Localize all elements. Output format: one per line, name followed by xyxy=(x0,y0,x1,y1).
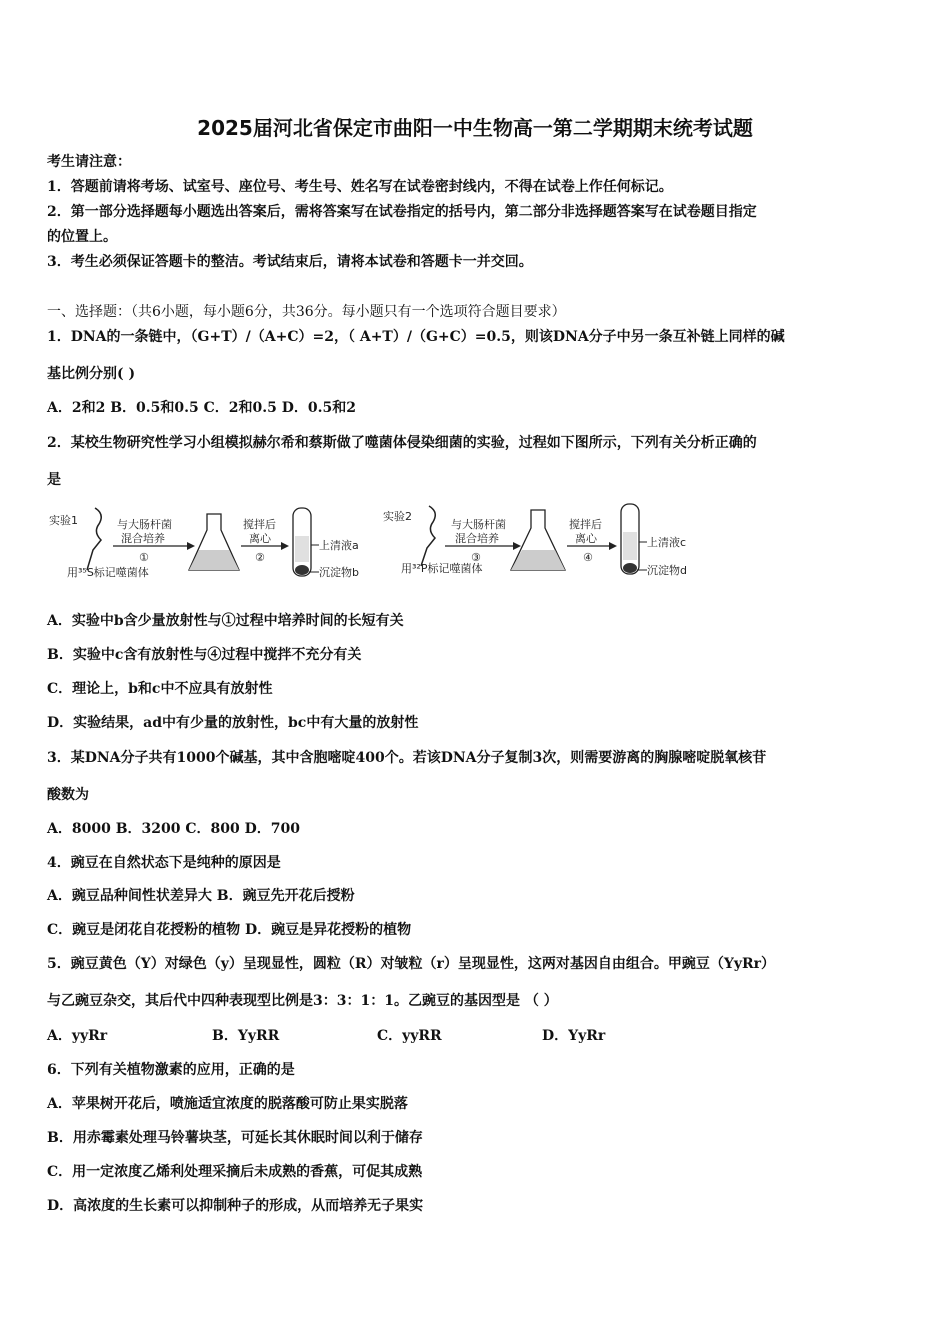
exp2-label: 实验2 xyxy=(383,510,412,523)
q6-option-c: C．用一定浓度乙烯利处理采摘后未成熟的香蕉，可促其成熟 xyxy=(47,1164,423,1180)
exp1-tube-supernatant xyxy=(295,536,309,562)
exp2-step1b: 混合培养 xyxy=(455,532,499,545)
notice-heading: 考生请注意： xyxy=(47,154,131,170)
q6-option-a: A．苹果树开花后，喷施适宜浓度的脱落酸可防止果实脱落 xyxy=(47,1096,408,1112)
exp2-arrowhead2 xyxy=(609,542,617,550)
q3-stem-line1: 3．某DNA分子共有1000个碱基，其中含胞嘧啶400个。若该DNA分子复制3次，则需要游离的胸腺嘧啶脱氧核苷 xyxy=(47,750,767,766)
exp2-num2: ④ xyxy=(583,551,593,564)
q2-stem-line1: 2．某校生物研究性学习小组模拟赫尔希和蔡斯做了噬菌体侵染细菌的实验，过程如下图所示，下列有关分析正确的 xyxy=(47,435,757,451)
q4-stem: 4．豌豆在自然状态下是纯种的原因是 xyxy=(47,855,281,871)
exp2-phage-label: 用³²P标记噬菌体 xyxy=(401,562,483,575)
exp1-arrowhead1 xyxy=(187,542,195,550)
q5-stem-line2: 与乙豌豆杂交，其后代中四种表现型比例是3：3：1：1。乙豌豆的基因型是 （ ） xyxy=(47,993,558,1009)
exp1-arrowhead2 xyxy=(281,542,289,550)
q5-option-b: B．YyRR xyxy=(212,1028,280,1044)
q2-option-d: D．实验结果，ad中有少量的放射性，bc中有大量的放射性 xyxy=(47,715,419,731)
q6-option-b: B．用赤霉素处理马铃薯块茎，可延长其休眠时间以利于储存 xyxy=(47,1130,423,1146)
q3-options: A．8000 B．3200 C．800 D．700 xyxy=(47,821,300,837)
q1-stem-line1: 1．DNA的一条链中，（G+T）/（A+C）=2，（ A+T）/（G+C）=0.5，则该DNA分子中另一条互补链上同样的碱 xyxy=(47,329,785,345)
q5-options xyxy=(47,1026,907,1046)
exp1-phage-icon xyxy=(87,508,101,570)
q6-option-d: D．高浓度的生长素可以抑制种子的形成，从而培养无子果实 xyxy=(47,1198,424,1214)
exp2-arrowhead1 xyxy=(513,542,521,550)
q2-option-b: B．实验中c含有放射性与④过程中搅拌不充分有关 xyxy=(47,647,362,663)
notice-item-1: 1．答题前请将考场、试室号、座位号、考生号、姓名写在试卷密封线内，不得在试卷上作任何标记。 xyxy=(47,179,673,195)
q5-option-d: D．YyRr xyxy=(542,1028,606,1044)
exp2-num1: ③ xyxy=(471,551,481,564)
q2-stem-line2: 是 xyxy=(47,472,61,488)
q2-option-c: C．理论上，b和c中不应具有放射性 xyxy=(47,681,273,697)
exp2-tube-supernatant xyxy=(623,532,637,560)
exp2-step2: 搅拌后 xyxy=(569,518,602,531)
q5-stem-line1: 5．豌豆黄色（Y）对绿色（y）呈现显性，圆粒（R）对皱粒（r）呈现显性，这两对基因自由组合。甲豌豆（YyRr） xyxy=(47,956,776,972)
exp1-step1: 与大肠杆菌 xyxy=(117,518,172,531)
section-heading: 一、选择题：（共6小题，每小题6分，共36分。每小题只有一个选项符合题目要求） xyxy=(47,304,566,320)
exp2-sediment-label: 沉淀物d xyxy=(647,564,687,577)
exp1-step2: 搅拌后 xyxy=(243,518,276,531)
exp1-num2: ② xyxy=(255,551,265,564)
exp1-num1: ① xyxy=(139,551,149,564)
exp1-supernatant-label: 上清液a xyxy=(319,539,359,552)
notice-item-3: 3．考生必须保证答题卡的整洁。考试结束后，请将本试卷和答题卡一并交回。 xyxy=(47,254,533,270)
exp1-step1b: 混合培养 xyxy=(121,532,165,545)
notice-item-2-cont: 的位置上。 xyxy=(47,229,117,245)
exp1-phage-label: 用³⁵S标记噬菌体 xyxy=(67,566,149,579)
exam-title: 2025届河北省保定市曲阳一中生物高一第二学期期末统考试题 xyxy=(197,116,753,140)
q2-option-a: A．实验中b含少量放射性与①过程中培养时间的长短有关 xyxy=(47,613,404,629)
q5-option-c: C．yyRR xyxy=(377,1028,442,1044)
q4-options-cd: C．豌豆是闭花自花授粉的植物 D．豌豆是异花授粉的植物 xyxy=(47,922,412,938)
q5-option-a: A．yyRr xyxy=(47,1028,108,1044)
exp2-step1: 与大肠杆菌 xyxy=(451,518,506,531)
q4-options-ab: A．豌豆品种间性状差异大 B．豌豆先开花后授粉 xyxy=(47,888,355,904)
q3-stem-line2: 酸数为 xyxy=(47,787,89,803)
q1-options: A．2和2 B．0.5和0.5 C．2和0.5 D．0.5和2 xyxy=(47,400,356,416)
exp1-label: 实验1 xyxy=(49,514,78,527)
exp1-sediment-label: 沉淀物b xyxy=(319,566,359,579)
exp2-supernatant-label: 上清液c xyxy=(647,536,687,549)
notice-item-2: 2．第一部分选择题每小题选出答案后，需将答案写在试卷指定的括号内，第二部分非选择题答案写在试卷题目指定 xyxy=(47,204,757,220)
q6-stem: 6．下列有关植物激素的应用，正确的是 xyxy=(47,1062,295,1078)
exp2-tube-sediment xyxy=(623,563,637,573)
phage-experiment-figure xyxy=(47,500,907,590)
q1-stem-line2: 基比例分别( ) xyxy=(47,366,136,382)
exp2-phage-icon xyxy=(421,506,435,566)
exp2-step2b: 离心 xyxy=(575,532,597,545)
exp1-step2b: 离心 xyxy=(249,532,271,545)
exp1-tube-sediment xyxy=(295,565,309,575)
